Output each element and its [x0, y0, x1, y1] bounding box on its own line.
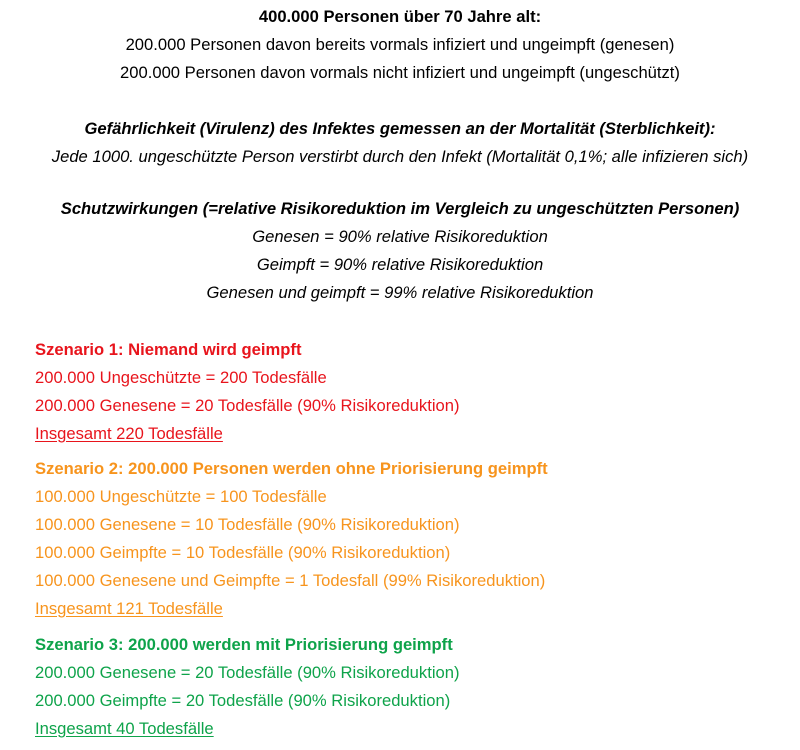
scenario-2-line: 100.000 Geimpfte = 10 Todesfälle (90% Risikoreduktion): [35, 543, 451, 562]
intro-title: 400.000 Personen über 70 Jahre alt:: [258, 7, 542, 26]
scenario-2-line: 100.000 Genesene = 10 Todesfälle (90% Risikoreduktion): [35, 515, 460, 534]
protection-item-both: Genesen und geimpft = 99% relative Risikoreduktion: [206, 283, 594, 302]
virulence-text: Jede 1000. ungeschützte Person verstirbt durch den Infekt (Mortalität 0,1%; alle infizieren sich): [51, 147, 749, 166]
protection-item-vaccinated: Geimpft = 90% relative Risikoreduktion: [256, 255, 544, 274]
scenario-3-title: Szenario 3: 200.000 werden mit Priorisierung geimpft: [35, 635, 453, 654]
protection-heading: Schutzwirkungen (=relative Risikoreduktion im Vergleich zu ungeschützten Personen): [60, 199, 740, 218]
virulence-heading: Gefährlichkeit (Virulenz) des Infektes gemessen an der Mortalität (Sterblichkeit):: [84, 119, 716, 138]
scenario-2-total: Insgesamt 121 Todesfälle: [35, 599, 223, 618]
scenario-2-line: 100.000 Genesene und Geimpfte = 1 Todesfall (99% Risikoreduktion): [35, 571, 546, 590]
scenario-1-total: Insgesamt 220 Todesfälle: [35, 424, 223, 443]
scenario-3-line: 200.000 Genesene = 20 Todesfälle (90% Risikoreduktion): [35, 663, 460, 682]
scenario-2-line: 100.000 Ungeschützte = 100 Todesfälle: [35, 487, 327, 506]
scenario-2-title: Szenario 2: 200.000 Personen werden ohne Priorisierung geimpft: [35, 459, 548, 478]
intro-line-recovered: 200.000 Personen davon bereits vormals infiziert und ungeimpft (genesen): [125, 35, 675, 54]
scenario-1-line: 200.000 Genesene = 20 Todesfälle (90% Risikoreduktion): [35, 396, 460, 415]
protection-item-recovered: Genesen = 90% relative Risikoreduktion: [252, 227, 548, 246]
scenario-3-total: Insgesamt 40 Todesfälle: [35, 719, 214, 738]
intro-line-unprotected: 200.000 Personen davon vormals nicht infiziert und ungeimpft (ungeschützt): [120, 63, 680, 82]
scenario-1-line: 200.000 Ungeschützte = 200 Todesfälle: [35, 368, 327, 387]
scenario-1-title: Szenario 1: Niemand wird geimpft: [35, 340, 302, 359]
scenario-3-line: 200.000 Geimpfte = 20 Todesfälle (90% Risikoreduktion): [35, 691, 451, 710]
